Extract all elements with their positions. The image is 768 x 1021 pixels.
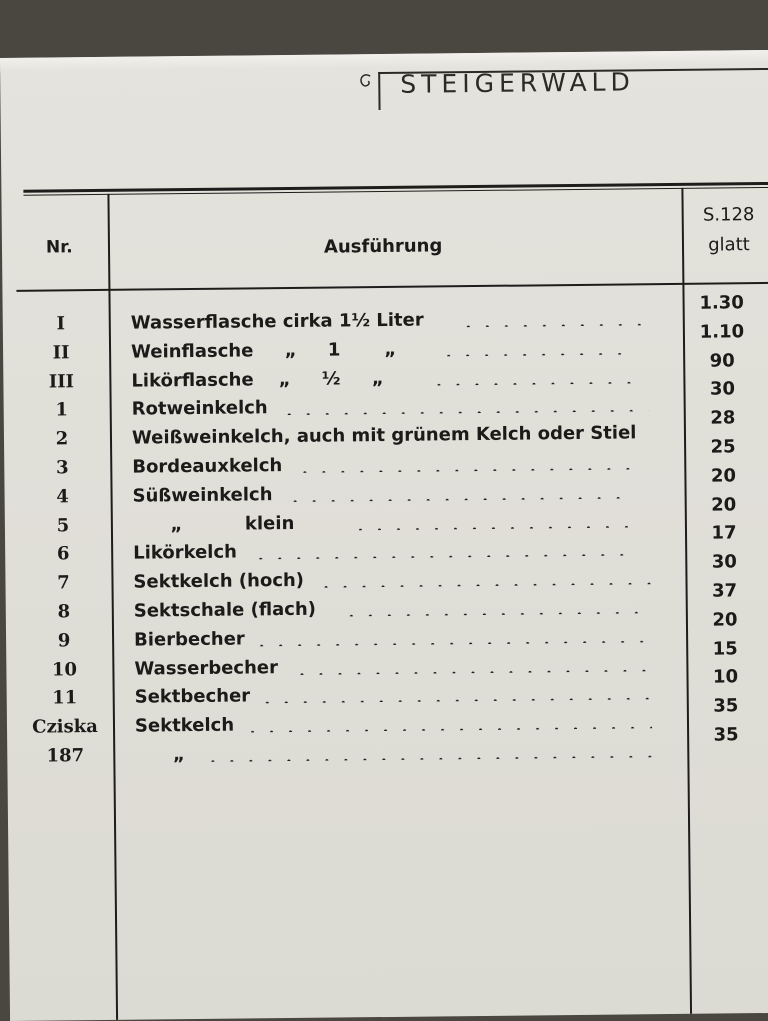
- row-description: Wasserflasche cirka 1½ Liter: [130, 309, 424, 334]
- row-price: 90: [709, 349, 735, 372]
- row-number: 1: [55, 399, 69, 421]
- column-header-ausfuehrung: Ausführung: [323, 235, 443, 258]
- table-body: [3, 292, 768, 767]
- row-price: 30: [711, 551, 737, 573]
- row-description: „: [135, 744, 185, 766]
- row-number: III: [48, 370, 75, 393]
- row-description: Likörflasche „ ½ „: [131, 367, 384, 392]
- row-price: 17: [711, 522, 737, 544]
- row-price: 15: [712, 637, 738, 660]
- row-number: 2: [55, 428, 69, 450]
- row-number: 9: [57, 630, 71, 652]
- row-description: „ klein: [132, 512, 295, 536]
- catalog-page: [0, 50, 768, 1021]
- row-number: 7: [57, 572, 70, 594]
- column-header-price-line2: glatt: [708, 234, 750, 256]
- row-description: Likörkelch: [133, 541, 238, 565]
- row-number: 5: [56, 514, 70, 537]
- row-price: 37: [711, 580, 738, 602]
- row-description: Weinflasche „ 1 „: [130, 338, 397, 363]
- row-number: 11: [52, 687, 78, 709]
- row-description: Sektschale (flach): [133, 598, 317, 622]
- row-price: 1.10: [699, 321, 745, 343]
- row-price: 20: [712, 609, 738, 631]
- column-header-price: [694, 200, 765, 261]
- row-price: 20: [710, 465, 737, 487]
- column-header-nr: Nr.: [45, 237, 73, 258]
- row-number: Cziska: [32, 716, 98, 738]
- row-description: Weißweinkelch, auch mit grünem Kelch oder Stiel: [131, 422, 637, 449]
- row-number: II: [52, 342, 70, 364]
- row-price: 1.30: [699, 292, 744, 314]
- row-description: Sektkelch (hoch): [133, 570, 305, 593]
- row-description: Sektbecher: [134, 685, 251, 709]
- table-header-rule: [16, 282, 768, 292]
- row-number: 6: [56, 543, 70, 565]
- column-header-price-line1: S.128: [702, 204, 755, 226]
- row-number: 4: [56, 486, 69, 508]
- row-price: 28: [710, 407, 736, 429]
- row-number: 8: [57, 601, 71, 623]
- row-number: I: [56, 313, 66, 335]
- row-number: 10: [51, 658, 78, 681]
- row-price: 10: [712, 666, 739, 688]
- brand-swirl-icon: [356, 72, 374, 90]
- row-price: 35: [713, 695, 739, 717]
- row-description: Bierbecher: [133, 628, 245, 651]
- row-description: Rotweinkelch: [131, 397, 268, 421]
- row-price: 35: [713, 724, 739, 746]
- brand-title: STEIGERWALD: [400, 67, 635, 99]
- row-price: 20: [711, 493, 737, 516]
- row-price: 25: [710, 436, 736, 458]
- row-description: Bordeauxkelch: [132, 455, 283, 478]
- row-price: 30: [709, 378, 736, 400]
- row-description: Sektkelch: [134, 714, 235, 737]
- row-number: 187: [46, 745, 85, 767]
- row-description: Wasserbecher: [134, 656, 279, 680]
- row-description: Süßweinkelch: [132, 483, 273, 507]
- row-number: 3: [55, 457, 69, 479]
